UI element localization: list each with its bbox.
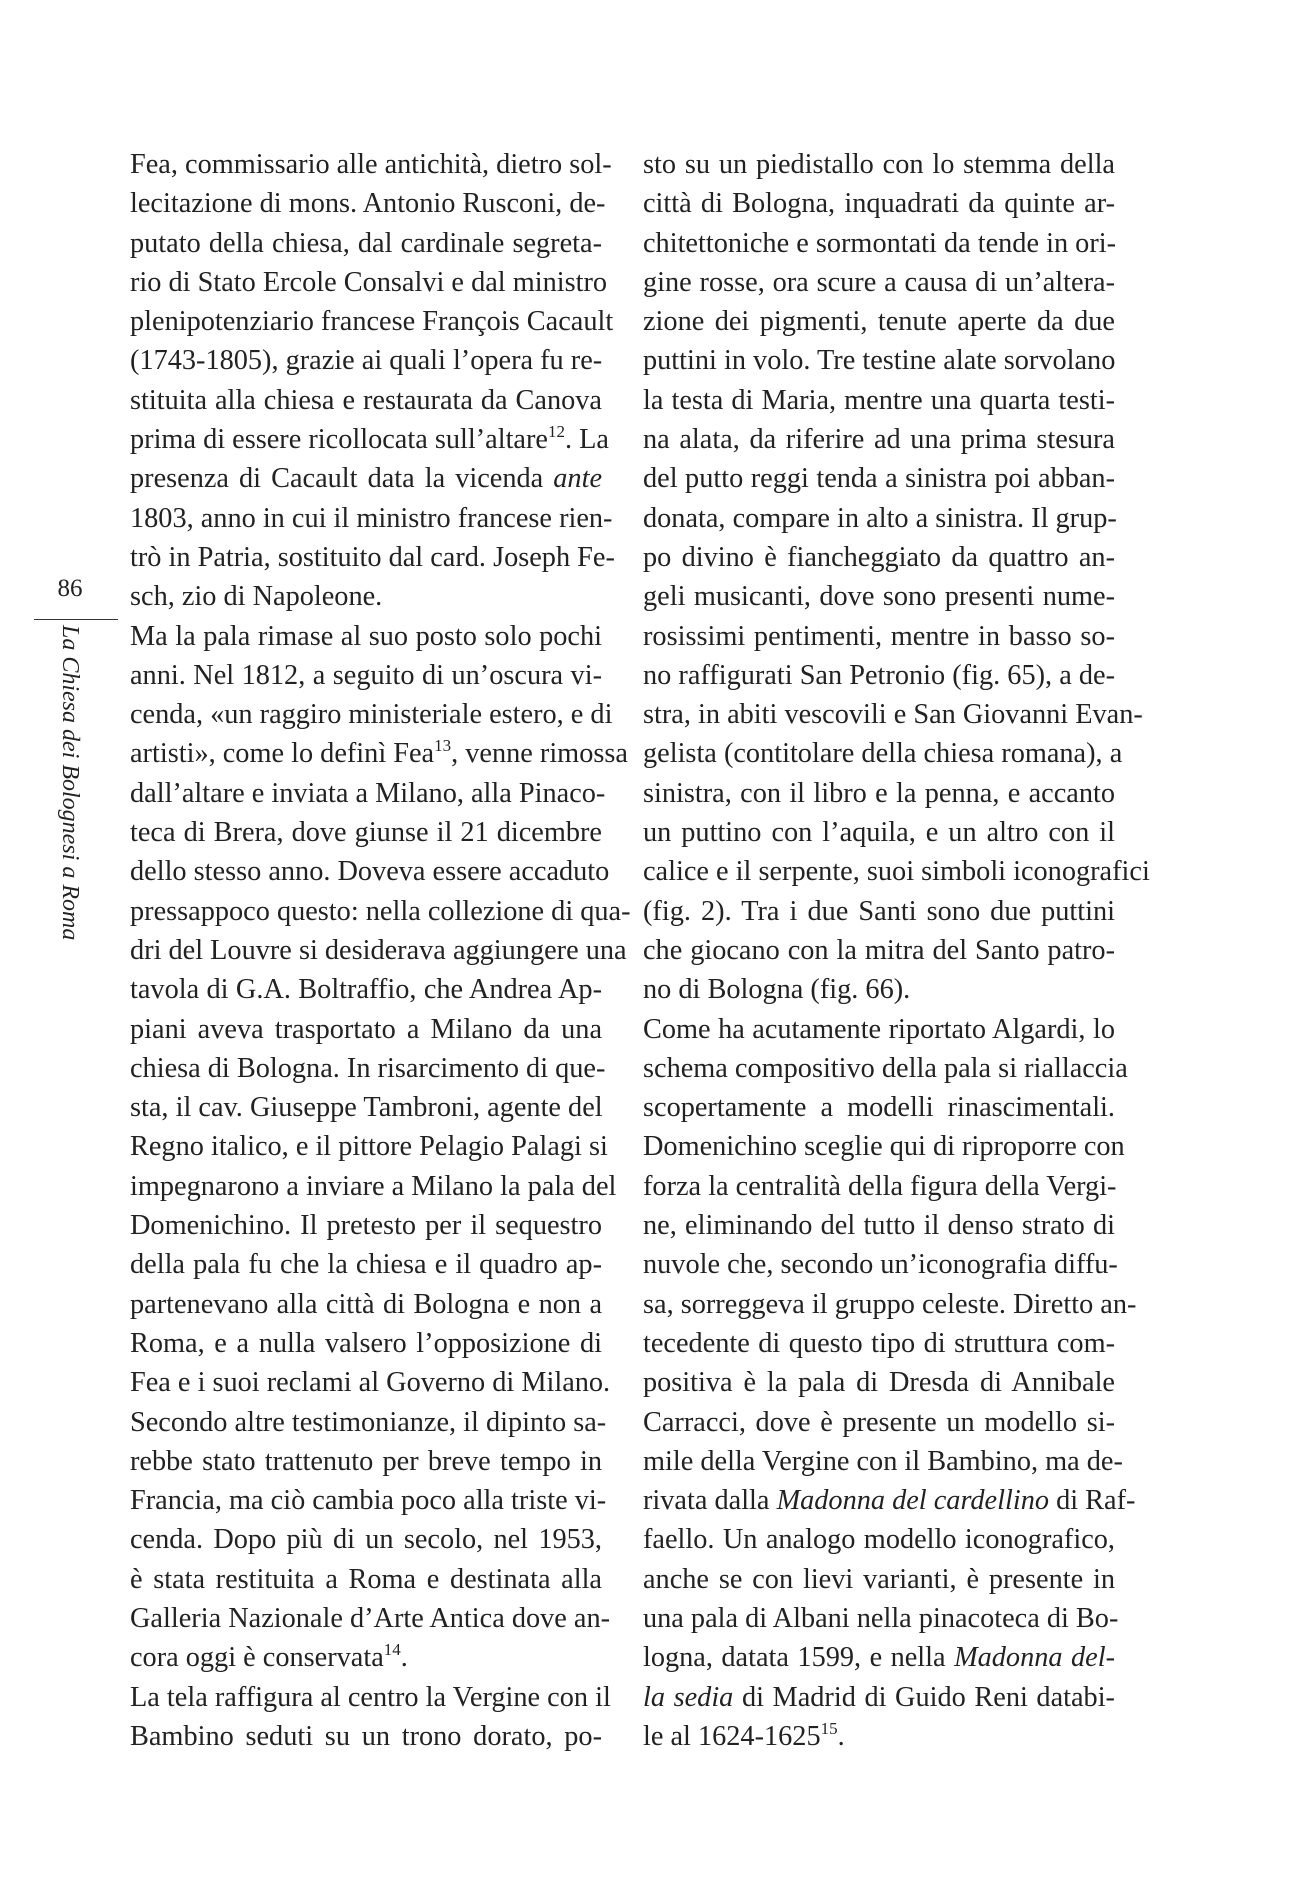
text-line: puttini in volo. Tre testine alate sorvolano <box>643 345 1116 377</box>
text-line: sch, zio di Napoleone. <box>130 581 383 613</box>
text-line: ne, eliminando del tutto il denso strato di <box>643 1210 1115 1242</box>
text-line: è stata restituita a Roma e destinata alla <box>130 1563 602 1595</box>
text-line: stituita alla chiesa e restaurata da Canova <box>130 384 602 416</box>
text-line: sta, il cav. Giuseppe Tambroni, agente del <box>130 1092 603 1124</box>
text-line: rebbe stato trattenuto per breve tempo in <box>130 1445 602 1477</box>
text-line: logna, datata 1599, e nella Madonna del- <box>643 1642 1115 1674</box>
text-line: anni. Nel 1812, a seguito di un’oscura vi- <box>130 659 602 691</box>
text-line: sinistra, con il libro e la penna, e accanto <box>643 777 1115 809</box>
text-line: Regno italico, e il pittore Pelagio Palagi si <box>130 1131 608 1163</box>
text-line: piani aveva trasportato a Milano da una <box>130 1013 602 1045</box>
text-line: na alata, da riferire ad una prima stesura <box>643 424 1115 456</box>
text-line: donata, compare in alto a sinistra. Il grup- <box>643 502 1117 534</box>
footnote-ref: 12 <box>547 422 565 442</box>
text-line: tavola di G.A. Boltraffio, che Andrea Ap- <box>130 974 602 1006</box>
text-line: le al 1624-1625$^{15}$. <box>643 1718 845 1752</box>
italic-text: Madonna del cardellino <box>776 1485 1050 1517</box>
text-line: Carracci, dove è presente un modello si- <box>643 1406 1115 1438</box>
text-line: Bambino seduti su un trono dorato, po- <box>130 1720 602 1752</box>
text-line: Fea, commissario alle antichità, dietro sol- <box>130 149 612 180</box>
text-line: Ma la pala rimase al suo posto solo pochi <box>130 620 602 652</box>
text-line: della pala fu che la chiesa e il quadro ap- <box>130 1249 602 1281</box>
text-line: lecitazione di mons. Antonio Rusconi, de- <box>130 188 606 220</box>
text-line: un puttino con l’aquila, e un altro con il <box>643 817 1115 849</box>
text-line: una pala di Albani nella pinacoteca di Bo- <box>643 1602 1119 1634</box>
text-column-left <box>130 145 631 1756</box>
text-line: presenza di Cacault data la vicenda ante <box>130 463 602 495</box>
text-line: rosissimi pentimenti, mentre in basso so- <box>643 620 1115 652</box>
page-number: 86 <box>57 575 83 602</box>
text-line: geli musicanti, dove sono presenti nume- <box>643 581 1115 613</box>
text-line: (fig. 2). Tra i due Santi sono due puttini <box>643 895 1115 927</box>
text-line: mile della Vergine con il Bambino, ma de- <box>643 1445 1123 1477</box>
text-line: anche se con lievi varianti, è presente in <box>643 1563 1115 1595</box>
italic-text: ante <box>553 463 602 495</box>
text-line: tecedente di questo tipo di struttura com- <box>643 1327 1115 1359</box>
text-line: La tela raffigura al centro la Vergine con il <box>130 1681 611 1713</box>
text-line: scopertamente a modelli rinascimentali. <box>643 1092 1115 1124</box>
text-line: positiva è la pala di Dresda di Annibale <box>643 1367 1115 1399</box>
text-line: Galleria Nazionale d’Arte Antica dove an- <box>130 1602 611 1634</box>
text-line: pressappoco questo: nella collezione di qua- <box>130 895 631 927</box>
text-line: plenipotenziario francese François Cacault <box>130 306 614 338</box>
text-line: Roma, e a nulla valsero l’opposizione di <box>130 1327 602 1359</box>
text-line: nuvole che, secondo un’iconografia diffu- <box>643 1249 1118 1281</box>
text-line: partenevano alla città di Bologna e non a <box>130 1288 602 1320</box>
footnote-ref: 15 <box>820 1718 838 1738</box>
running-title: La Chiesa dei Bolognesi a Roma <box>57 625 83 941</box>
text-line: sto su un piedistallo con lo stemma della <box>643 149 1115 180</box>
text-line: impegnarono a inviare a Milano la pala del <box>130 1170 617 1202</box>
italic-text: Madonna del- <box>954 1642 1115 1674</box>
text-line: cenda. Dopo più di un secolo, nel 1953, <box>130 1524 602 1556</box>
text-line: dall’altare e inviata a Milano, alla Pinaco- <box>130 777 606 809</box>
text-line: teca di Brera, dove giunse il 21 dicembre <box>130 817 602 849</box>
text-line: Come ha acutamente riportato Algardi, lo <box>643 1013 1115 1045</box>
text-line: Domenichino. Il pretesto per il sequestro <box>130 1210 602 1242</box>
text-line: calice e il serpente, suoi simboli iconografici <box>643 856 1150 888</box>
margin-rule <box>34 619 118 620</box>
text-line: gine rosse, ora scure a causa di un’altera- <box>643 266 1115 298</box>
text-line: stra, in abiti vescovili e San Giovanni Evan- <box>643 699 1143 731</box>
page-margin <box>0 0 118 1890</box>
text-line: forza la centralità della figura della Vergi- <box>643 1170 1117 1202</box>
text-line: prima di essere ricollocata sull’altare$^{12}$. La <box>130 422 609 456</box>
text-line: dello stesso anno. Doveva essere accaduto <box>130 856 610 888</box>
text-line: rivata dalla Madonna del cardellino di Raf- <box>643 1485 1136 1517</box>
text-line: sa, sorreggeva il gruppo celeste. Diretto an- <box>643 1288 1137 1320</box>
text-line: Secondo altre testimonianze, il dipinto sa- <box>130 1406 607 1438</box>
text-line: cenda, «un raggiro ministeriale estero, e di <box>130 699 613 731</box>
text-line: 1803, anno in cui il ministro francese rien- <box>130 502 613 534</box>
text-line: la sedia di Madrid di Guido Reni databi- <box>643 1681 1115 1713</box>
text-line: chitettoniche e sormontati da tende in ori- <box>643 227 1117 259</box>
text-line: po divino è fiancheggiato da quattro an- <box>643 541 1115 573</box>
text-line: che giocano con la mitra del Santo patro- <box>643 934 1115 966</box>
text-line: Fea e i suoi reclami al Governo di Milano. <box>130 1367 611 1399</box>
text-line: (1743-1805), grazie ai quali l’opera fu re- <box>130 345 603 377</box>
footnote-ref: 14 <box>383 1640 401 1660</box>
text-line: cora oggi è conservata$^{14}$. <box>130 1640 408 1674</box>
text-column-right <box>643 145 1150 1756</box>
text-line: zione dei pigmenti, tenute aperte da due <box>643 306 1115 338</box>
italic-text: la sedia <box>643 1681 734 1713</box>
text-line: città di Bologna, inquadrati da quinte ar- <box>643 188 1115 220</box>
text-line: no raffigurati San Petronio (fig. 65), a de- <box>643 659 1115 691</box>
text-line: gelista (contitolare della chiesa romana), a <box>643 738 1123 770</box>
footnote-ref: 13 <box>434 736 452 756</box>
text-line: trò in Patria, sostituito dal card. Joseph Fe- <box>130 541 615 573</box>
text-line: no di Bologna (fig. 66). <box>643 974 911 1006</box>
text-line: Domenichino sceglie qui di riproporre con <box>643 1131 1125 1163</box>
text-line: rio di Stato Ercole Consalvi e dal ministro <box>130 266 608 298</box>
text-line: Francia, ma ciò cambia poco alla triste vi- <box>130 1485 607 1517</box>
text-line: artisti», come lo definì Fea$^{13}$, venne rimossa <box>130 736 628 770</box>
text-line: del putto reggi tenda a sinistra poi abban- <box>643 463 1115 495</box>
text-line: schema compositivo della pala si riallaccia <box>643 1052 1128 1084</box>
text-line: la testa di Maria, mentre una quarta testi- <box>643 384 1115 416</box>
text-line: faello. Un analogo modello iconografico, <box>643 1524 1115 1556</box>
text-line: putato della chiesa, dal cardinale segreta- <box>130 227 602 259</box>
text-line: dri del Louvre si desiderava aggiungere una <box>130 934 627 966</box>
text-line: chiesa di Bologna. In risarcimento di que- <box>130 1052 606 1084</box>
